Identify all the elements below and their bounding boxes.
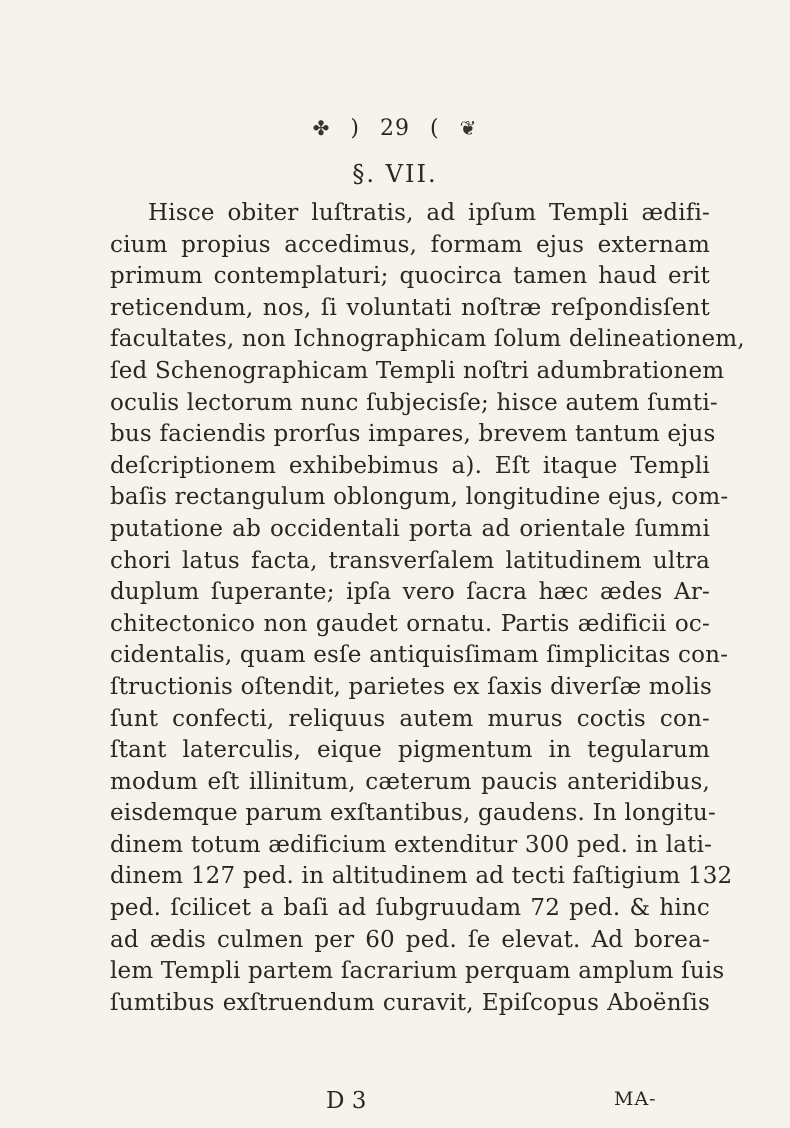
paragraph (110, 198, 745, 1019)
text-line: bus faciendis prorſus impares, brevem tantum ejus (110, 421, 716, 448)
catchword: MA- (614, 1088, 657, 1110)
text-line: deſcriptionem exhibebimus a). Eſt itaque Templi (110, 452, 710, 479)
text-line: cidentalis, quam esſe antiquisſimam ſimplicitas con- (110, 642, 729, 669)
text-line: reticendum, nos, ſi voluntati noſtræ reſpondisſent (110, 294, 710, 321)
text-line: oculis lectorum nunc ſubjecisſe; hisce autem ſumti- (110, 389, 718, 416)
text-line: chori latus facta, transverſalem latitudinem ultra (110, 547, 710, 574)
right-bracket: ( (430, 116, 440, 141)
text-line: modum eſt illinitum, cæterum paucis anteridibus, (110, 768, 710, 795)
text-line: facultates, non Ichnographicam ſolum delineationem, (110, 326, 745, 353)
text-line: ſumtibus exſtruendum curavit, Epiſcopus Aboënſis (110, 989, 710, 1016)
text-line: baſis rectangulum oblongum, longitudine ejus, com- (110, 484, 729, 511)
text-line: eisdemque parum exſtantibus, gaudens. In longitu- (110, 800, 716, 827)
text-line: primum contemplaturi; quocirca tamen haud erit (110, 263, 710, 290)
left-bracket: ) (350, 116, 360, 141)
page-footer (0, 1088, 790, 1122)
text-line: ſtant laterculis, eique pigmentum in tegularum (110, 737, 710, 764)
section-heading: §. VII. (352, 160, 438, 188)
text-line: ſtructionis oſtendit, parietes ex ſaxis diverſæ molis (110, 673, 712, 700)
text-line: chitectonico non gaudet ornatu. Partis ædificii oc- (110, 610, 710, 637)
text-line: dinem 127 ped. in altitudinem ad tecti faſtigium 132 (110, 863, 733, 890)
text-line: ſed Schenographicam Templi noſtri adumbrationem (110, 357, 725, 384)
page-number: 29 (380, 116, 410, 141)
right-ornament-icon: ❦ (459, 116, 478, 140)
text-line: ad ædis culmen per 60 ped. ſe elevat. Ad borea- (110, 926, 710, 953)
text-line: ped. ſcilicet a baſi ad ſubgruudam 72 ped. & hinc (110, 895, 710, 922)
text-line: lem Templi partem ſacrarium perquam amplum ſuis (110, 958, 725, 985)
text-line: Hisce obiter luſtratis, ad ipſum Templi ædifi- (148, 200, 710, 226)
text-line: ſunt confecti, reliquus autem murus coctis con- (110, 705, 710, 732)
text-line: duplum ſuperante; ipſa vero ſacra hæc ædes Ar- (110, 579, 710, 606)
text-line: cium propius accedimus, formam ejus externam (110, 231, 710, 258)
text-line: dinem totum ædificium extenditur 300 ped. in lati- (110, 831, 713, 858)
running-header (0, 116, 790, 141)
signature-mark: D 3 (326, 1088, 367, 1114)
left-ornament-icon: ✤ (312, 116, 331, 140)
text-line: putatione ab occidentali porta ad orientale ſummi (110, 515, 710, 542)
